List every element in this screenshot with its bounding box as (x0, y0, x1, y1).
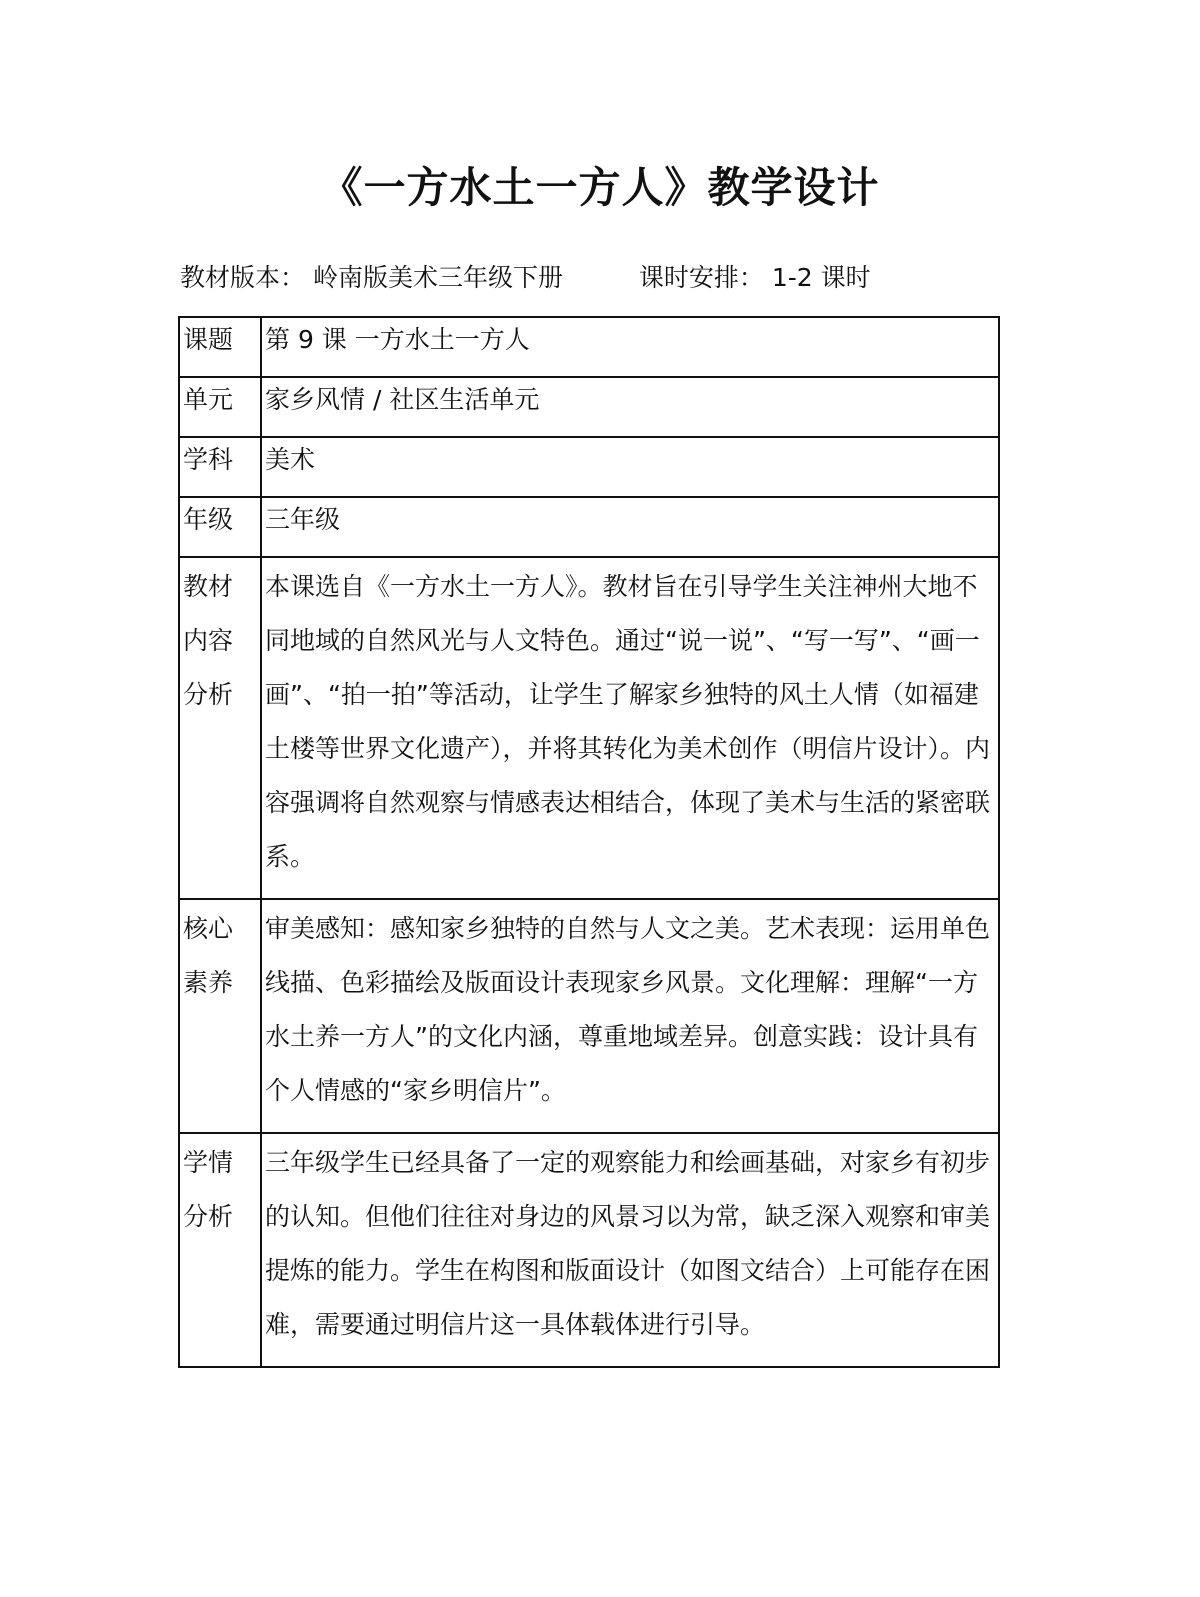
row-content: 三年级 (261, 497, 999, 557)
document-title: 《一方水土一方人》教学设计 (320, 163, 880, 212)
row-label: 学情分析 (179, 1133, 261, 1367)
row-label: 年级 (179, 497, 261, 557)
row-content: 第 9 课 一方水土一方人 (261, 317, 999, 377)
row-label: 教材内容分析 (179, 557, 261, 899)
row-content: 审美感知：感知家乡独特的自然与人文之美。艺术表现：运用单色线描、色彩描绘及版面设计表现家乡风景。文化理解：理解“一方水土养一方人”的文化内涵，尊重地域差异。创意实践：设计具有个人情感的“家乡明信片”。 (261, 899, 999, 1133)
table-row-subject (179, 437, 999, 497)
lesson-plan-table (178, 316, 1000, 1368)
row-label: 课题 (179, 317, 261, 377)
edition-value: 岭南版美术三年级下册 (312, 263, 563, 292)
document-meta (180, 258, 1000, 298)
table-row-topic (179, 317, 999, 377)
row-content: 家乡风情 / 社区生活单元 (261, 377, 999, 437)
row-content: 美术 (261, 437, 999, 497)
row-label: 单元 (179, 377, 261, 437)
row-content: 三年级学生已经具备了一定的观察能力和绘画基础，对家乡有初步的认知。但他们往往对身边的风景习以为常，缺乏深入观察和审美提炼的能力。学生在构图和版面设计（如图文结合）上可能存在困难，需要通过明信片这一具体载体进行引导。 (261, 1133, 999, 1367)
table-row-unit (179, 377, 999, 437)
table-row-content-analysis (179, 557, 999, 899)
table-row-student-analysis (179, 1133, 999, 1367)
edition-label: 教材版本： (180, 263, 306, 292)
row-label: 学科 (179, 437, 261, 497)
table-row-grade (179, 497, 999, 557)
schedule-value: 1-2 课时 (771, 263, 871, 292)
row-label: 核心素养 (179, 899, 261, 1133)
table-row-core-literacy (179, 899, 999, 1133)
schedule-label: 课时安排： (638, 263, 764, 292)
row-content: 本课选自《一方水土一方人》。教材旨在引导学生关注神州大地不同地域的自然风光与人文特色。通过“说一说”、“写一写”、“画一画”、“拍一拍”等活动，让学生了解家乡独特的风土人情（如福建土楼等世界文化遗产），并将其转化为美术创作（明信片设计）。内容强调将自然观察与情感表达相结合，体现了美术与生活的紧密联系。 (261, 557, 999, 899)
